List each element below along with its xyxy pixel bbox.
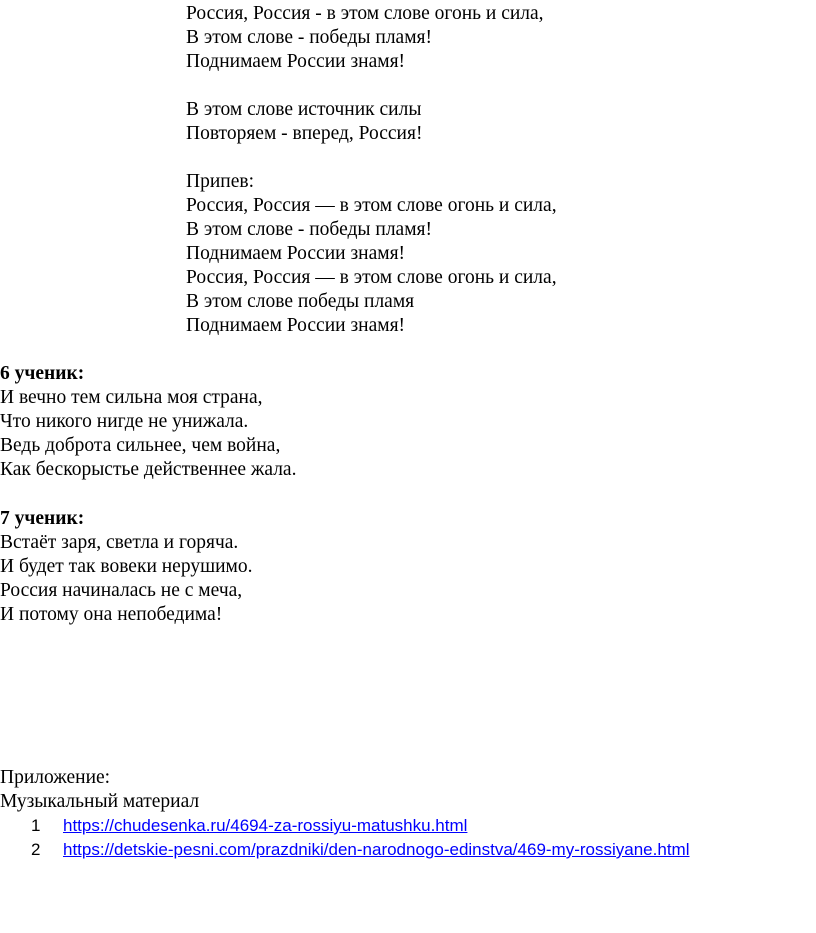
chorus-line: В этом слове победы пламя [186, 291, 415, 312]
chorus-heading: Припев: [186, 171, 254, 192]
student-7-line: Встаёт заря, светла и горяча. [0, 532, 239, 553]
student-7-line: Россия начиналась не с меча, [0, 580, 243, 601]
list-number: 2 [31, 840, 41, 859]
verse-line: Поднимаем России знамя! [186, 51, 406, 72]
appendix-heading: Приложение: [0, 767, 111, 788]
chorus-line: Поднимаем России знамя! [186, 243, 406, 264]
student-6-line: Как бескорыстье действеннее жала. [0, 459, 297, 480]
student-7-label: 7 ученик: [0, 508, 85, 529]
student-7-line: И будет так вовеки нерушимо. [0, 556, 253, 577]
verse-line: Повторяем - вперед, Россия! [186, 123, 423, 144]
chorus-line: Поднимаем России знамя! [186, 315, 406, 336]
verse-line: В этом слове - победы пламя! [186, 27, 433, 48]
chorus-line: В этом слове - победы пламя! [186, 219, 433, 240]
list-number: 1 [31, 816, 41, 835]
appendix-subheading: Музыкальный материал [0, 791, 200, 812]
student-6-line: И вечно тем сильна моя страна, [0, 387, 263, 408]
student-6-label: 6 ученик: [0, 363, 85, 384]
music-link-2[interactable]: https://detskie-pesni.com/prazdniki/den-narodnogo-edinstva/469-my-rossiyane.html [63, 840, 690, 859]
appendix-link-item [31, 839, 689, 861]
appendix-link-item [31, 815, 467, 837]
student-6-line: Что никого нигде не унижала. [0, 411, 249, 432]
verse-line: Россия, Россия - в этом слове огонь и сила, [186, 3, 544, 24]
chorus-line: Россия, Россия — в этом слове огонь и сила, [186, 267, 557, 288]
music-link-1[interactable]: https://chudesenka.ru/4694-za-rossiyu-matushku.html [63, 816, 468, 835]
student-6-line: Ведь доброта сильнее, чем война, [0, 435, 281, 456]
student-7-line: И потому она непобедима! [0, 604, 223, 625]
chorus-line: Россия, Россия — в этом слове огонь и сила, [186, 195, 557, 216]
verse-line: В этом слове источник силы [186, 99, 422, 120]
